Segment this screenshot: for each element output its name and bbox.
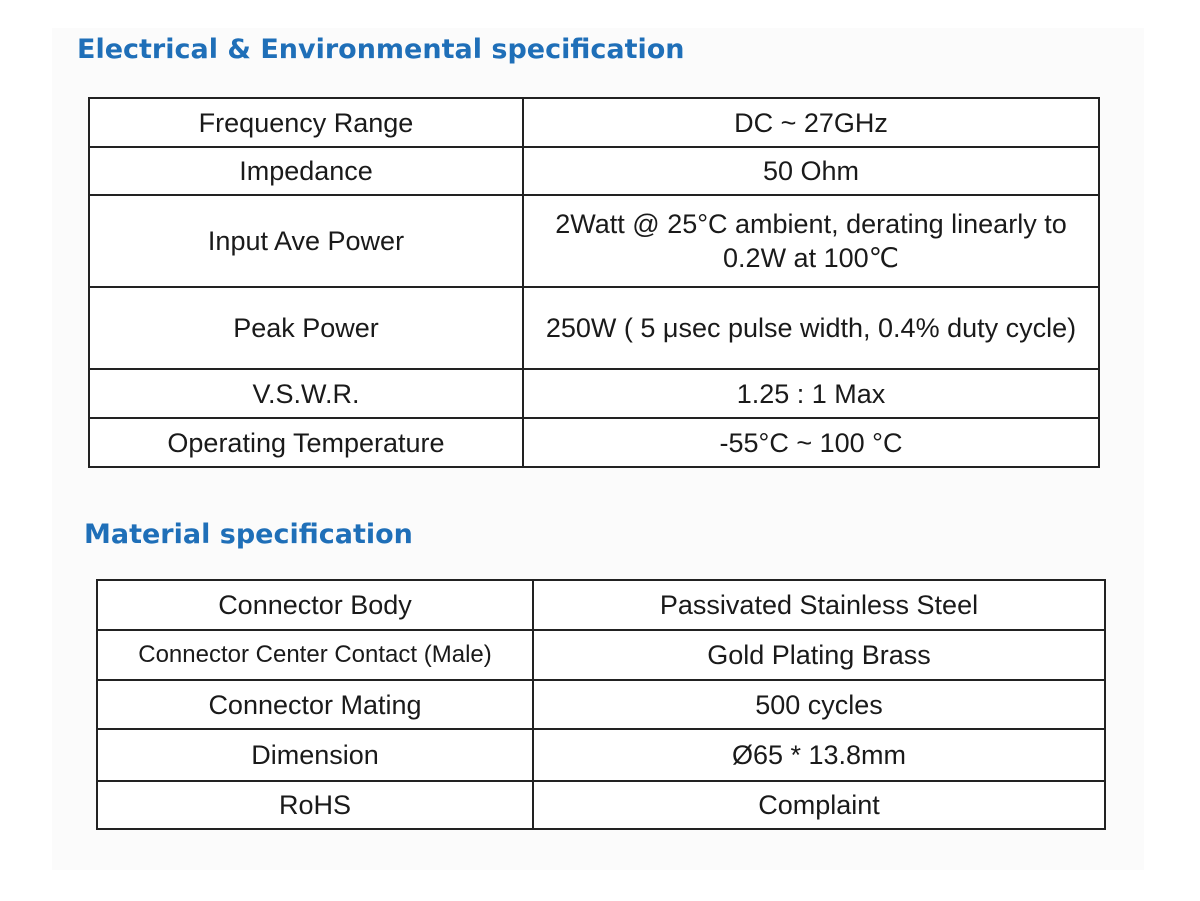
table-row	[89, 98, 1099, 147]
table-row	[89, 195, 1099, 287]
spec-value: DC ~ 27GHz	[523, 98, 1099, 147]
electrical-section-title: Electrical & Environmental specification	[77, 34, 685, 65]
material-section-title: Material specification	[84, 519, 413, 550]
table-row	[97, 781, 1105, 829]
spec-label: Connector Mating	[97, 680, 533, 729]
material-spec-table	[96, 579, 1106, 830]
spec-label: V.S.W.R.	[89, 369, 523, 418]
table-row	[89, 369, 1099, 418]
spec-value: 50 Ohm	[523, 147, 1099, 195]
spec-value: 1.25 : 1 Max	[523, 369, 1099, 418]
spec-label: Frequency Range	[89, 98, 523, 147]
spec-value: Complaint	[533, 781, 1105, 829]
spec-label: Input Ave Power	[89, 195, 523, 287]
spec-value: 250W ( 5 μsec pulse width, 0.4% duty cycle)	[523, 287, 1099, 369]
table-row	[97, 630, 1105, 680]
spec-label: Connector Body	[97, 580, 533, 630]
spec-value: 2Watt @ 25°C ambient, derating linearly to 0.2W at 100℃	[523, 195, 1099, 287]
spec-label: Impedance	[89, 147, 523, 195]
spec-value: Ø65 * 13.8mm	[533, 729, 1105, 781]
table-row	[89, 147, 1099, 195]
electrical-spec-table	[88, 97, 1100, 468]
spec-label: Connector Center Contact (Male)	[97, 630, 533, 680]
table-row	[89, 418, 1099, 467]
spec-value: -55°C ~ 100 °C	[523, 418, 1099, 467]
spec-label: RoHS	[97, 781, 533, 829]
spec-label: Operating Temperature	[89, 418, 523, 467]
spec-value: Gold Plating Brass	[533, 630, 1105, 680]
table-row	[97, 680, 1105, 729]
spec-label: Dimension	[97, 729, 533, 781]
table-row	[97, 580, 1105, 630]
spec-value: Passivated Stainless Steel	[533, 580, 1105, 630]
table-row	[97, 729, 1105, 781]
spec-label: Peak Power	[89, 287, 523, 369]
spec-value: 500 cycles	[533, 680, 1105, 729]
table-row	[89, 287, 1099, 369]
